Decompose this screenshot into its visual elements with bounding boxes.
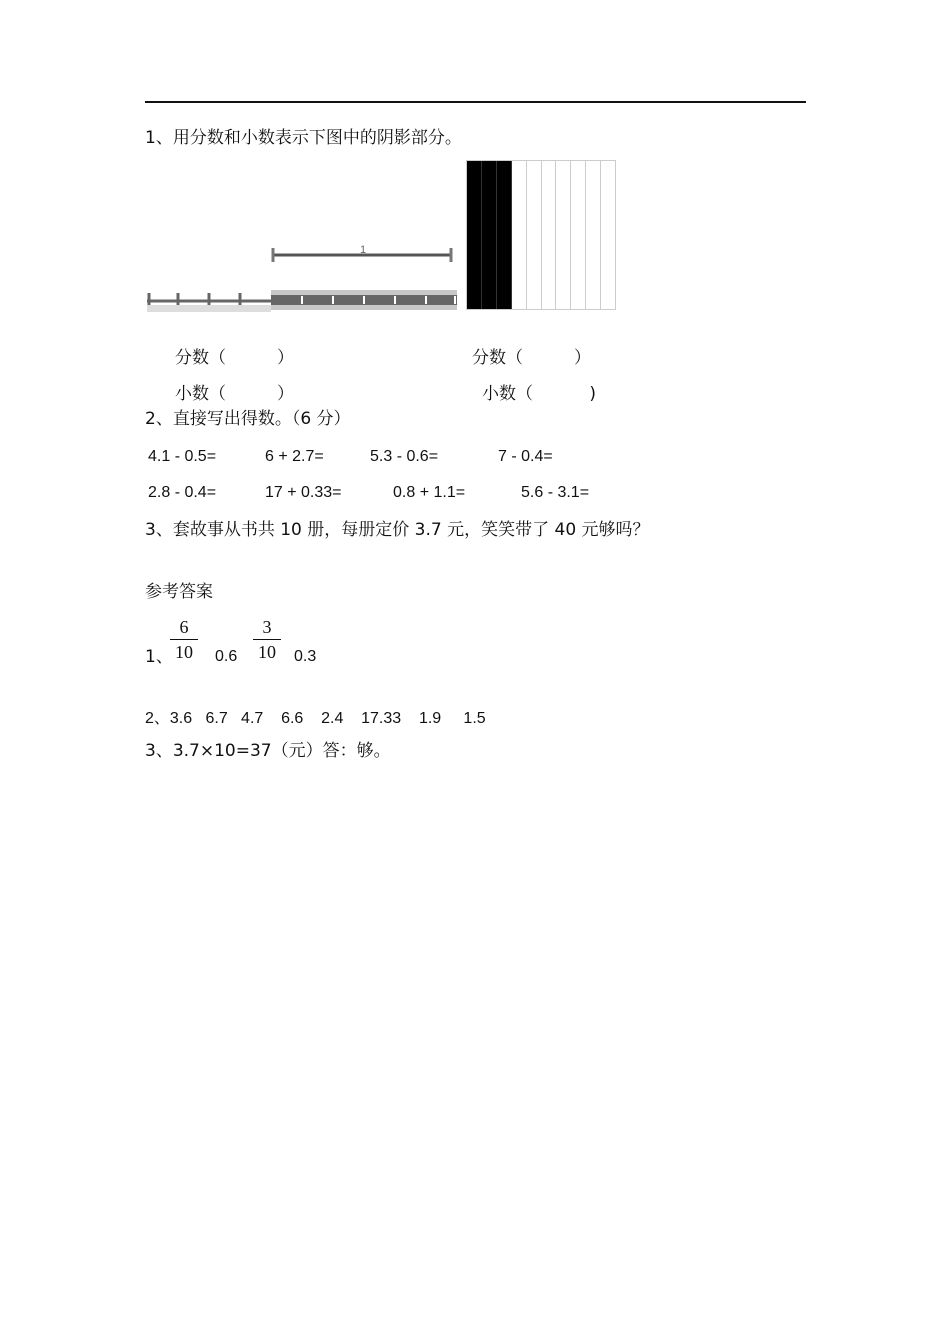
calc-3: 5.3 - 0.6= bbox=[370, 448, 439, 465]
fraction-1-numerator: 6 bbox=[179, 617, 189, 637]
fraction-blank-left: 分数（ ） bbox=[175, 348, 294, 368]
strip-column-blank bbox=[556, 161, 571, 309]
answer-2: 2、3.6 6.7 4.7 6.6 2.4 17.33 1.9 1.5 bbox=[145, 710, 486, 727]
answer-1-decimal-1: 0.6 bbox=[215, 648, 238, 665]
strip-column-blank bbox=[512, 161, 527, 309]
fraction-1-denominator: 10 bbox=[175, 642, 193, 662]
decimal-strip-figure bbox=[466, 160, 616, 310]
answer-3: 3、3.7×10=37（元）答：够。 bbox=[145, 741, 391, 761]
answer-1-prefix: 1、 bbox=[145, 647, 173, 667]
fraction-1-bar bbox=[170, 639, 198, 640]
calc-8: 5.6 - 3.1= bbox=[521, 484, 590, 501]
fraction-2-bar bbox=[253, 639, 281, 640]
strip-column-blank bbox=[571, 161, 586, 309]
strip-column-blank bbox=[586, 161, 601, 309]
answer-1-fraction-2 bbox=[253, 616, 281, 663]
answer-1-decimal-2: 0.3 bbox=[294, 648, 317, 665]
calc-5: 2.8 - 0.4= bbox=[148, 484, 217, 501]
calc-6: 17 + 0.33= bbox=[265, 484, 342, 501]
calc-1: 4.1 - 0.5= bbox=[148, 448, 217, 465]
decimal-blank-right: 小数（ ) bbox=[482, 384, 597, 404]
fraction-2-denominator: 10 bbox=[258, 642, 276, 662]
strip-column-shaded bbox=[467, 161, 482, 309]
fraction-2-numerator: 3 bbox=[262, 617, 272, 637]
question-2-title: 2、直接写出得数。（6 分） bbox=[145, 409, 351, 429]
question-1-title: 1、用分数和小数表示下图中的阴影部分。 bbox=[145, 128, 462, 148]
strip-column-blank bbox=[542, 161, 557, 309]
header-rule bbox=[145, 101, 806, 103]
calc-2: 6 + 2.7= bbox=[265, 448, 324, 465]
unshaded-segment bbox=[147, 305, 271, 312]
question-3-title: 3、套故事从书共 10 册，每册定价 3.7 元，笑笑带了 40 元够吗？ bbox=[145, 520, 650, 540]
calc-7: 0.8 + 1.1= bbox=[393, 484, 466, 501]
strip-column-blank bbox=[527, 161, 542, 309]
answers-heading: 参考答案 bbox=[145, 582, 213, 602]
unit-label: 1 bbox=[360, 244, 367, 256]
answer-1-fraction-1 bbox=[170, 616, 198, 663]
strip-column-shaded bbox=[482, 161, 497, 309]
strip-column-shaded bbox=[497, 161, 512, 309]
number-line-figure bbox=[145, 240, 460, 315]
fraction-blank-right: 分数（ ） bbox=[472, 348, 591, 368]
strip-column-blank bbox=[601, 161, 615, 309]
decimal-blank-left: 小数（ ） bbox=[175, 384, 294, 404]
calc-4: 7 - 0.4= bbox=[498, 448, 553, 465]
